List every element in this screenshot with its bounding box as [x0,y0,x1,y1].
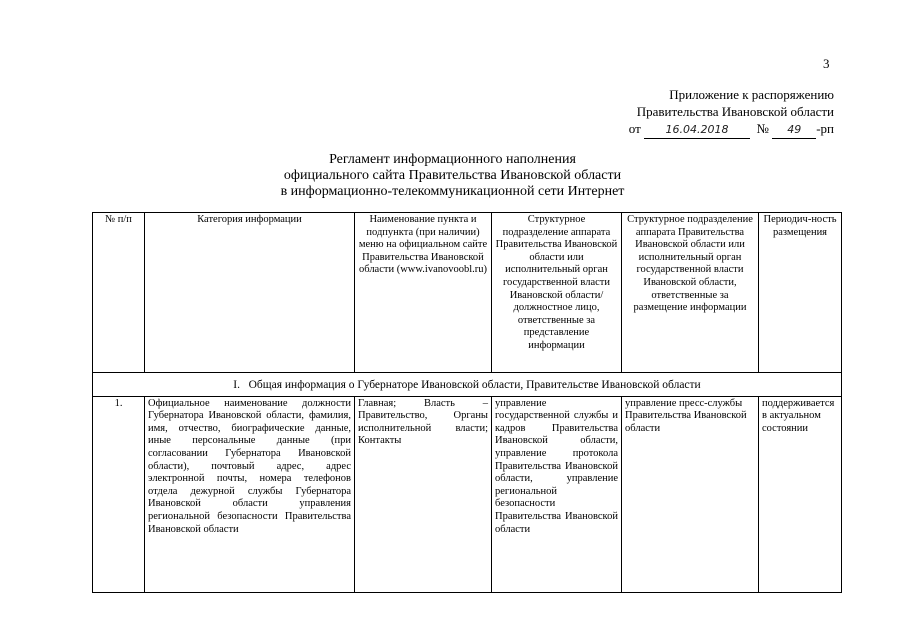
title-line3: в информационно-телекоммуникационной сети Интернет [280,184,625,199]
title-line2: официального сайта Правительства Ивановской области [283,168,622,183]
page-number: 3 [823,56,830,71]
number-suffix: -рп [816,121,834,136]
row-provider: управление государственной службы и кадров Правительства Ивановской области, управление протокола Правительства Ивановской области, управление региональной безопасности Правительства Ивановской области [492,396,622,592]
document-title [0,152,905,200]
row-menu: Главная; Власть – Правительство, Органы исполнительной власти; Контакты [355,396,492,592]
title-line1: Регламент информационного наполнения [329,152,576,167]
section-roman: I. [233,379,240,391]
row-publisher: управление пресс-службы Правительства Ивановской области [622,396,759,592]
section-text: Общая информация о Губернаторе Ивановской области, Правительстве Ивановской области [248,379,701,391]
header-menu: Наименование пункта и подпункта (при наличии) меню на официальном сайте Правительства Ивановской области (www.ivanovoobl.ru) [355,213,492,373]
section-heading [93,373,842,397]
handwritten-number: 49 [772,121,816,139]
handwritten-date: 16.04.2018 [644,121,750,139]
table-header-row [93,213,842,373]
header-category: Категория информации [145,213,355,373]
header-publisher: Структурное подразделение аппарата Правительства Ивановской области или исполнительный орган государственной власти Ивановской области, ответственные за размещение информации [622,213,759,373]
appendix-line1: Приложение к распоряжению [669,87,834,102]
date-prefix: от [628,121,641,136]
section-row [93,373,842,397]
appendix-line2: Правительства Ивановской области [636,104,834,119]
appendix-line3 [629,120,834,139]
row-num: 1. [93,396,145,592]
row-category: Официальное наименование должности Губернатора Ивановской области, фамилия, имя, отчество, биографические данные, иные персональные данные (при согласовании Губернатора Ивановской области), почтовый адрес, адрес электронной почты, номера телефонов отдела дежурной службы Губернатора Ивановской области управления региональной безопасности Правительства Ивановской области [145,396,355,592]
header-provider: Структурное подразделение аппарата Правительства Ивановской области или исполнительный орган государственной власти Ивановской области/должностное лицо, ответственные за представление информации [492,213,622,373]
number-prefix: № [756,121,769,136]
header-period: Периодич-ность размещения [759,213,842,373]
table-row [93,396,842,592]
appendix-block [629,86,834,139]
row-period: поддерживается в актуальном состоянии [759,396,842,592]
header-num: № п/п [93,213,145,373]
regulation-table [92,212,842,593]
